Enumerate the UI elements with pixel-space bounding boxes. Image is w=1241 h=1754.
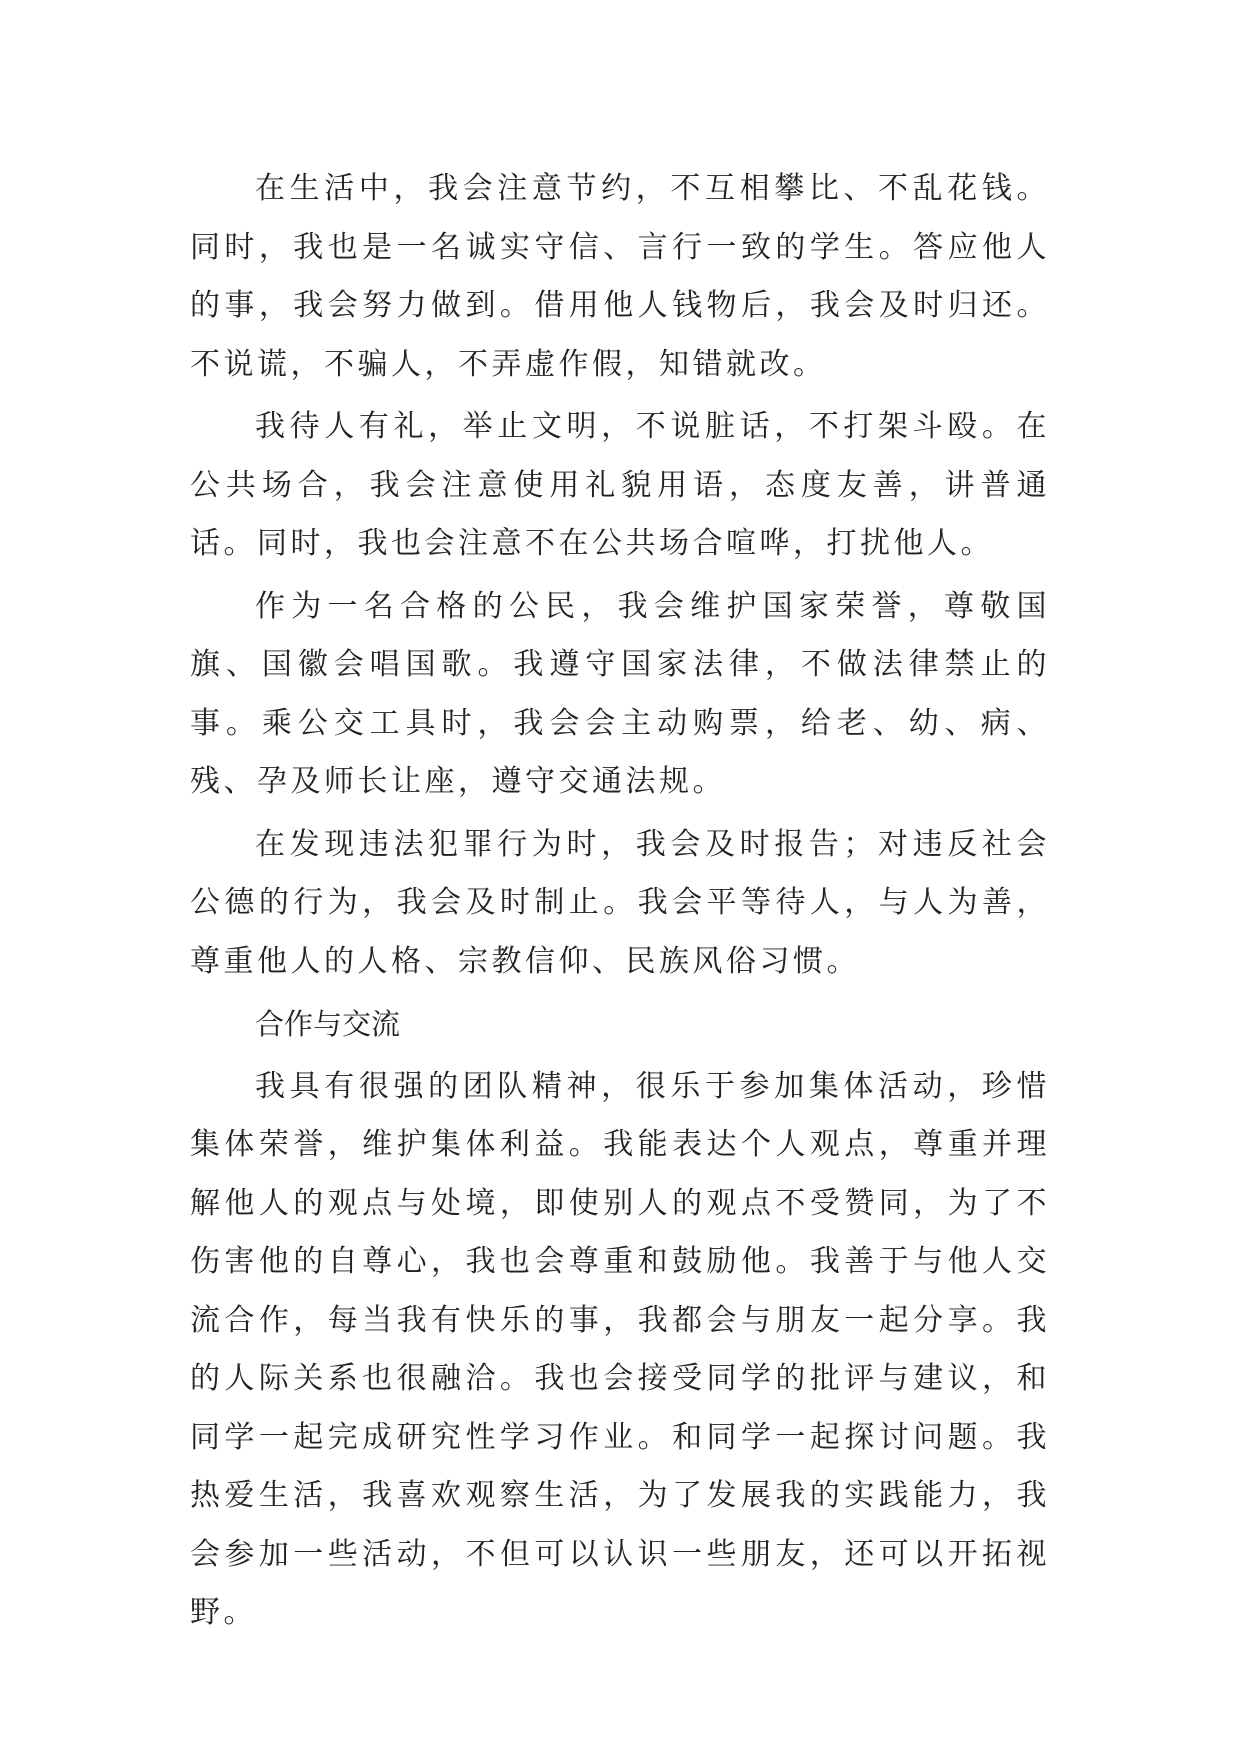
document-body (190, 160, 1050, 1647)
paragraph-social-morality: 在发现违法犯罪行为时，我会及时报告；对违反社会公德的行为，我会及时制止。我会平等待人，与人为善，尊重他人的人格、宗教信仰、民族风俗习惯。 (190, 826, 1050, 979)
section-heading: 合作与交流 (255, 1007, 401, 1041)
paragraph-citizenship: 作为一名合格的公民，我会维护国家荣誉，尊敬国旗、国徽会唱国歌。我遵守国家法律，不做法律禁止的事。乘公交工具时，我会会主动购票，给老、幼、病、残、孕及师长让座，遵守交通法规。 (190, 588, 1050, 799)
paragraph-cooperation: 我具有很强的团队精神，很乐于参加集体活动，珍惜集体荣誉，维护集体利益。我能表达个人观点，尊重并理解他人的观点与处境，即使别人的观点不受赞同，为了不伤害他的自尊心，我也会尊重和鼓励他。我善于与他人交流合作，每当我有快乐的事，我都会与朋友一起分享。我的人际关系也很融洽。我也会接受同学的批评与建议，和同学一起完成研究性学习作业。和同学一起探讨问题。我热爱生活，我喜欢观察生活，为了发展我的实践能力，我会参加一些活动，不但可以认识一些朋友，还可以开拓视野。 (190, 1068, 1050, 1630)
paragraph-frugality-honesty: 在生活中，我会注意节约，不互相攀比、不乱花钱。同时，我也是一名诚实守信、言行一致的学生。答应他人的事，我会努力做到。借用他人钱物后，我会及时归还。不说谎，不骗人，不弄虚作假，知错就改。 (190, 171, 1050, 382)
paragraph-courtesy: 我待人有礼，举止文明，不说脏话，不打架斗殴。在公共场合，我会注意使用礼貌用语，态度友善，讲普通话。同时，我也会注意不在公共场合喧哗，打扰他人。 (190, 409, 1050, 561)
